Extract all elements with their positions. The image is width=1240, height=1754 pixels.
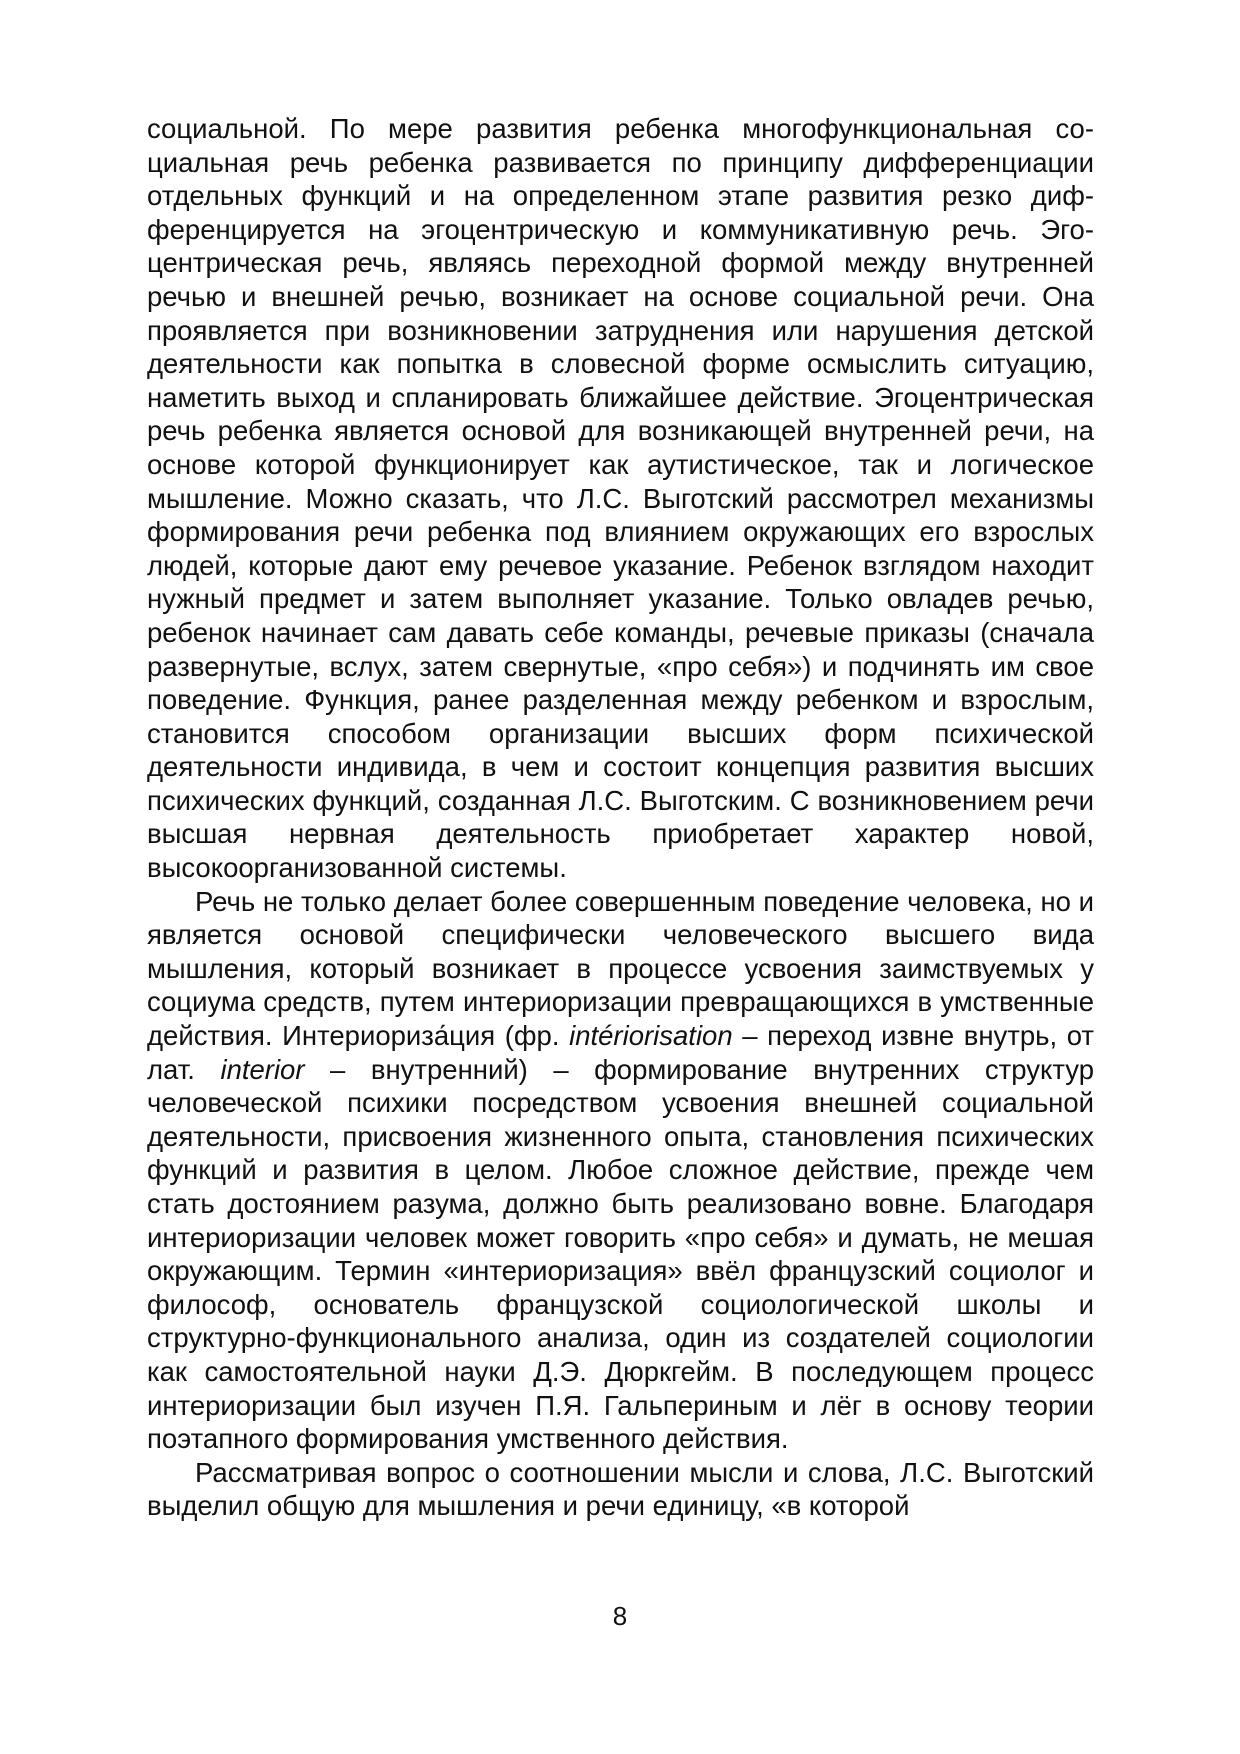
page-number: 8 [612, 1601, 628, 1631]
body-paragraph-2 [147, 885, 1094, 1456]
paragraph-2-text-middle: – переход извне внутрь, от лат. [147, 1020, 1095, 1085]
term-french: intériorisation [569, 1020, 733, 1052]
body-paragraph-1: социальной. По мере развития ребенка многофункциональная социальная речь ребенка развивается по принципу дифференциации отдельных функций и на определенном этапе развития резко дифференцируется на эгоцентрическую и коммуникативную речь. Эгоцентрическая речь, являясь переходной формой между внутренней речью и внешней речью, возникает на основе социальной речи. Она проявляется при возникновении затруднения или нарушения детской деятельности как попытка в словесной форме осмыслить ситуацию, наметить выход и спланировать ближайшее действие. Эгоцентрическая речь ребенка является основой для возникающей внутренней речи, на основе которой функционирует как аутистическое, так и логическое мышление. Можно сказать, что Л.С. Выготский рассмотрел механизмы формирования речи ребенка под влиянием окружающих его взрослых людей, которые дают ему речевое указание. Ребенок взглядом находит нужный предмет и затем выполняет указание. Только овладев речью, ребенок начинает сам давать себе команды, речевые приказы (сначала развернутые, вслух, затем свернутые, «про себя») и подчинять им свое поведение. Функция, ранее разделенная между ребенком и взрослым, становится способом организации высших форм психической деятельности индивида, в чем и состоит концепция развития высших психических функций, созданная Л.С. Выготским. С возникновением речи высшая нервная деятельность приобретает характер новой, высокоорганизованной системы. [147, 113, 1094, 884]
term-latin: interior [220, 1053, 305, 1085]
body-paragraph-3: Рассматривая вопрос о соотношении мысли и слова, Л.С. Выготский выделил общую для мышления и речи единицу, «в которой [147, 1456, 1094, 1522]
paragraph-2-text-end: – внутренний) – формирование внутренних структур человеческой психики посредством усвоения внешней социальной деятельности, присвоения жизненного опыта, становления психических функций и развития в целом. Любое сложное действие, прежде чем стать достоянием разума, должно быть реализовано вовне. Благодаря интериоризации человек может говорить «про себя» и думать, не мешая окружающим. Термин «интериоризация» ввёл французский социолог и философ, основатель французской социологической школы и структурно-функционального анализа, один из создателей социологии как самостоятельной науки Д.Э. Дюркгейм. В последующем процесс интериоризации был изучен П.Я. Гальпериным и лёг в основу теории поэтапного формирования умственного действия. [147, 1053, 1094, 1455]
paragraph-2-text-start: Речь не только делает более совершенным поведение человека, но и является основой специфически человеческого высшего вида мышления, который возникает в процессе усвоения заимствуемых у социума средств, путем интериоризации превращающихся в умственные действия. Интериориза́ция (фр. [147, 885, 1094, 1052]
page-body [147, 112, 1094, 1523]
